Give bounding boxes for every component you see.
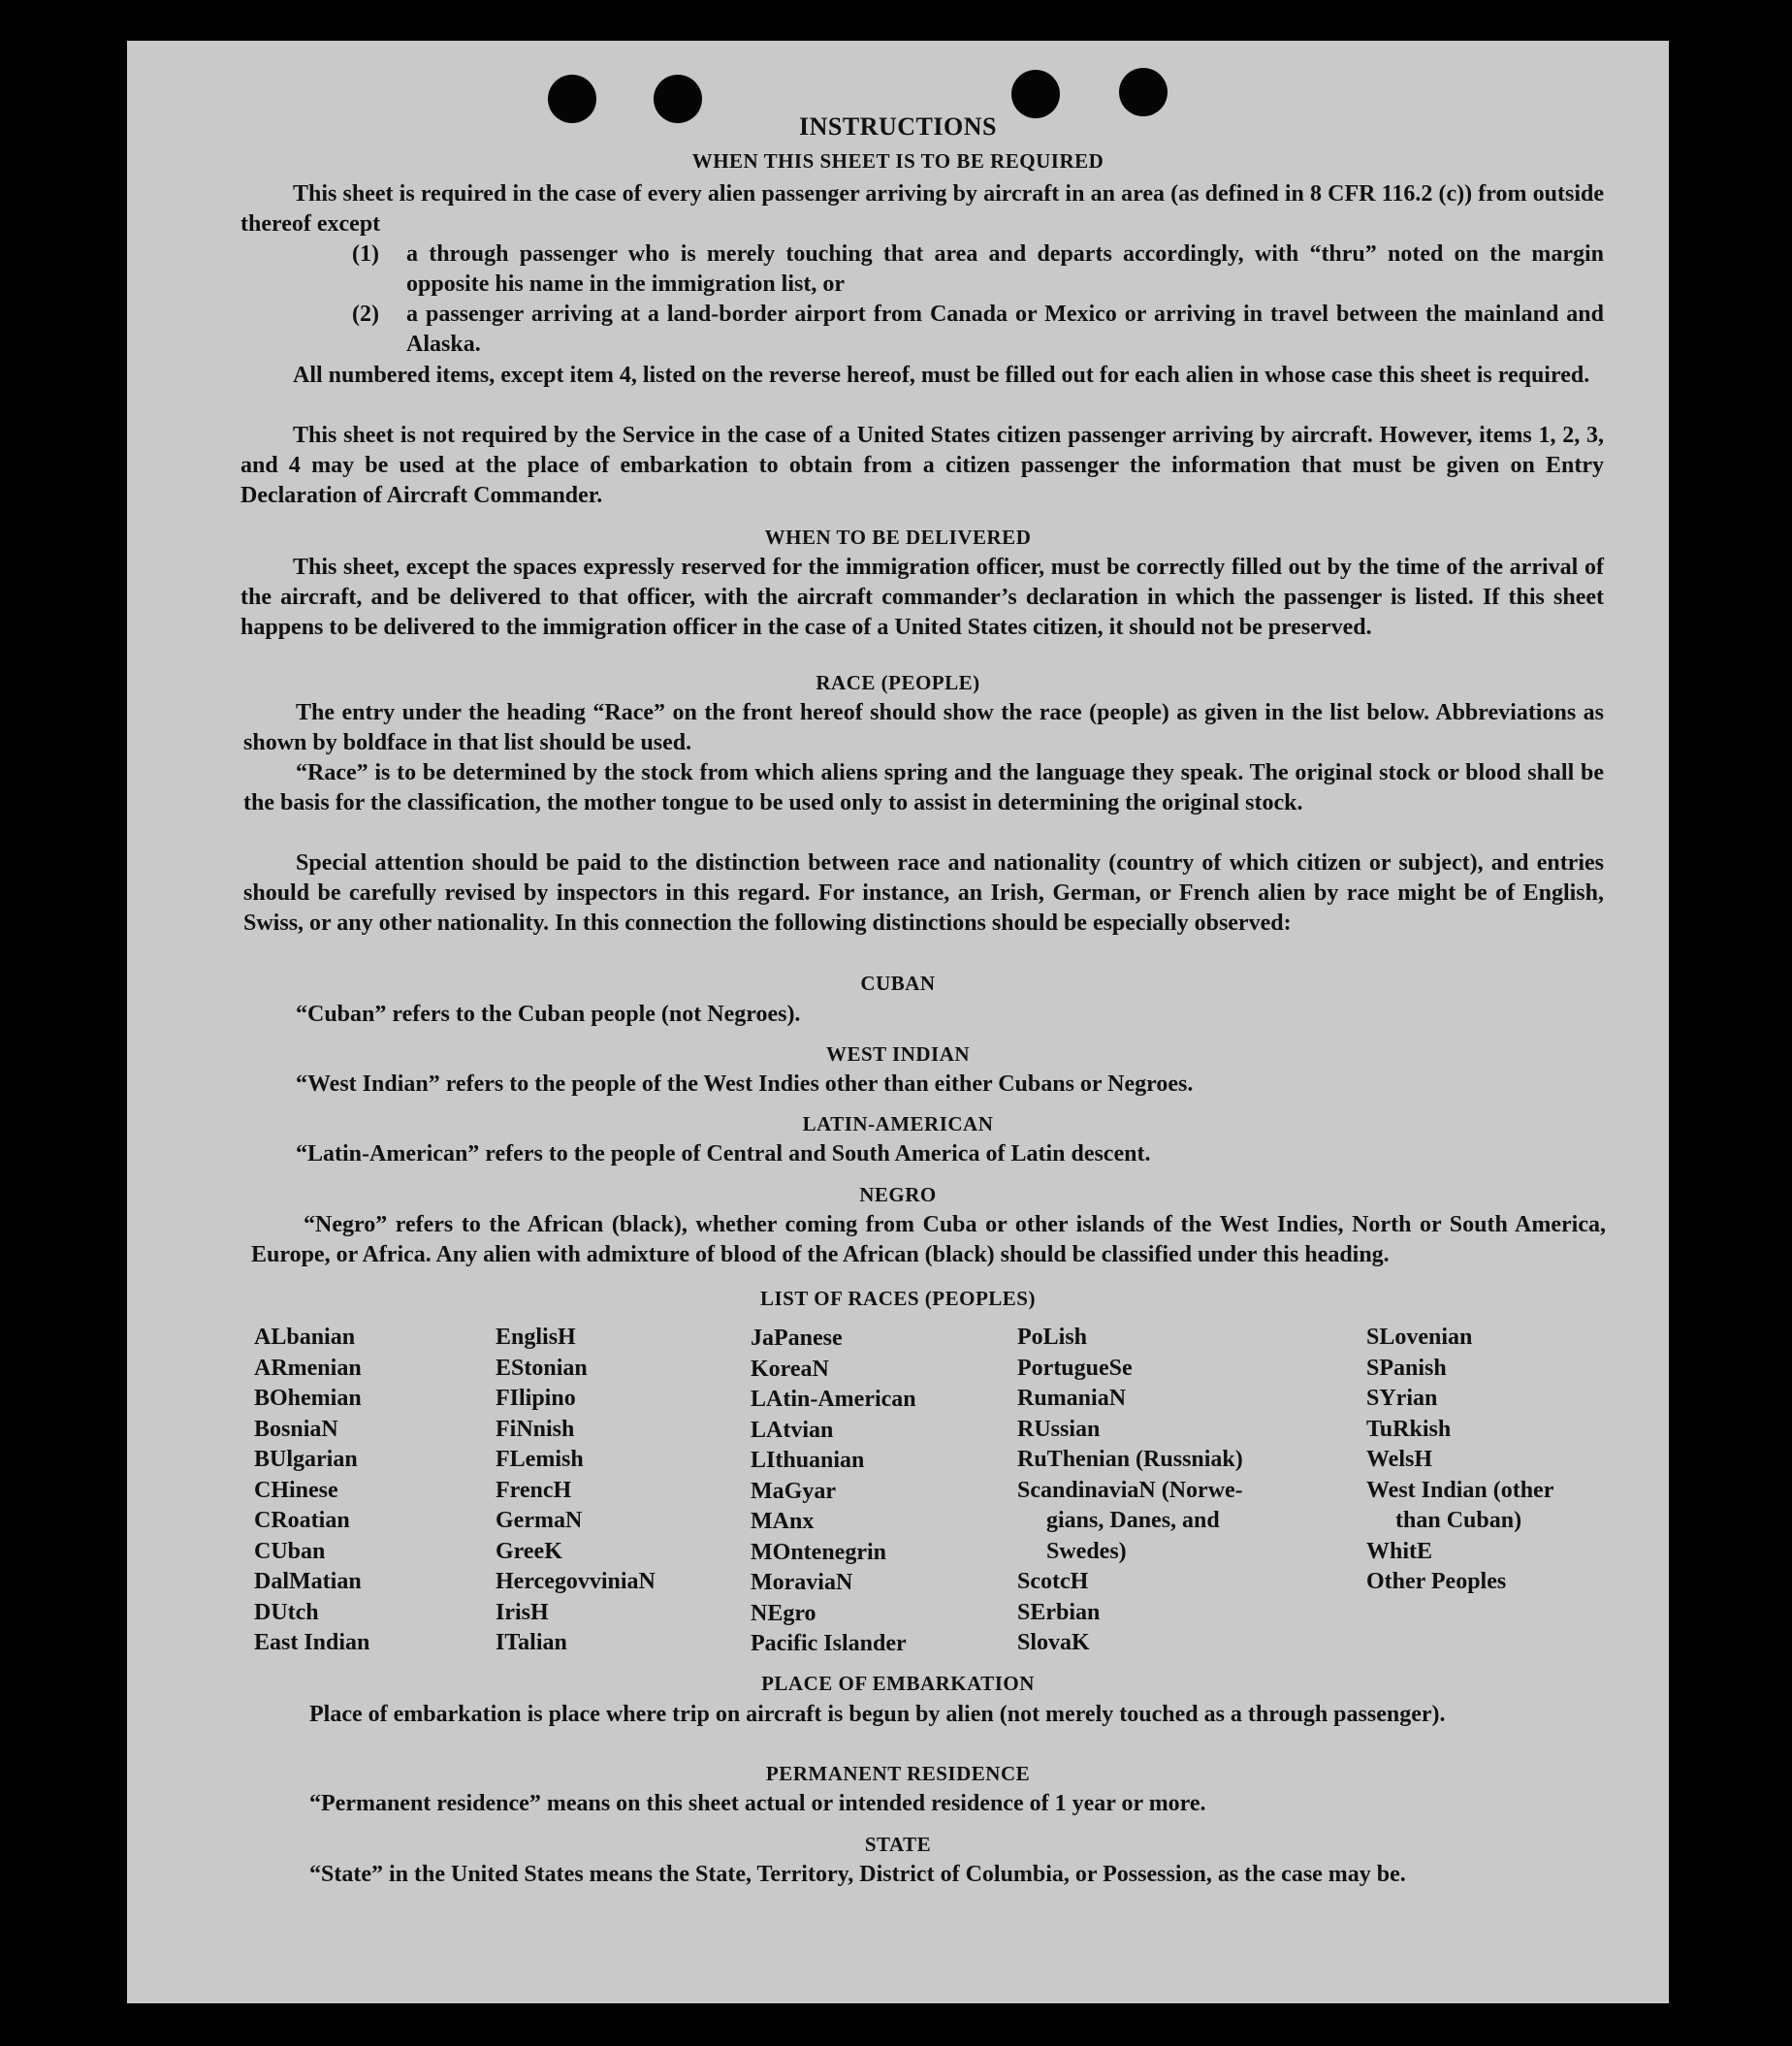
- race-entry: MoraviaN: [751, 1570, 853, 1595]
- race-entry: BOhemian: [254, 1386, 362, 1411]
- race-entry: RuThenian (Russniak): [1017, 1447, 1243, 1472]
- race-entry: ALbanian: [254, 1325, 356, 1350]
- heading-when-required: WHEN THIS SHEET IS TO BE REQUIRED: [691, 149, 1104, 173]
- punch-hole-3: [1011, 70, 1060, 118]
- race-entry: CRoatian: [254, 1508, 350, 1533]
- race-entry: RumaniaN: [1017, 1386, 1127, 1411]
- heading-permanent-residence: PERMANENT RESIDENCE: [765, 1762, 1031, 1785]
- race-entry: RUssian: [1017, 1416, 1101, 1442]
- document-sheet: [127, 41, 1669, 2003]
- heading-embarkation: PLACE OF EMBARKATION: [761, 1672, 1035, 1695]
- race-entry: EnglisH: [496, 1325, 576, 1350]
- required-paragraph-2: All numbered items, except item 4, listed on the reverse hereof, must be filled out for each alien in whose case this sheet is required.: [293, 363, 1590, 388]
- race-entry: FrencH: [496, 1477, 572, 1503]
- race-entry: LIthuanian: [751, 1448, 865, 1473]
- race-entry: Swedes): [1046, 1538, 1127, 1564]
- race-entry: Pacific Islander: [751, 1631, 907, 1656]
- race-entry: than Cuban): [1395, 1508, 1522, 1533]
- embarkation-paragraph: Place of embarkation is place where trip on aircraft is begun by alien (not merely touched as a through passenger).: [309, 1702, 1446, 1727]
- race-entry: FIlipino: [496, 1386, 576, 1411]
- races-column-1: [254, 1323, 369, 1659]
- race-entry: LAtvian: [751, 1417, 834, 1443]
- item-2-number: (2): [352, 302, 379, 327]
- race-entry: PoLish: [1017, 1325, 1088, 1350]
- races-column-5: [1366, 1323, 1553, 1598]
- race-entry: MOntenegrin: [751, 1539, 886, 1565]
- race-entry: gians, Danes, and: [1046, 1508, 1220, 1533]
- race-entry: SlovaK: [1017, 1630, 1090, 1655]
- heading-cuban: CUBAN: [860, 972, 936, 995]
- permanent-residence-paragraph: “Permanent residence” means on this sheet actual or intended residence of 1 year or more.: [309, 1791, 1206, 1816]
- race-entry: FiNnish: [496, 1416, 575, 1442]
- cuban-paragraph: “Cuban” refers to the Cuban people (not Negroes).: [296, 1002, 801, 1027]
- required-paragraph-1: [240, 179, 1604, 240]
- race-entry: BosniaN: [254, 1416, 338, 1442]
- heading-latin-american: LATIN-AMERICAN: [802, 1112, 994, 1135]
- race-entry: IrisH: [496, 1599, 549, 1625]
- delivered-paragraph: This sheet, except the spaces expressly reserved for the immigration officer, must be correctly filled out by the time of the arrival of the aircraft, and be delivered to that officer, with the aircraft commander’s declaration in which the passenger is listed. If this sheet happens to be delivered to the immigration officer in the case of a United States citizen, it should not be preserved.: [240, 555, 1604, 640]
- race-entry: DalMatian: [254, 1569, 362, 1594]
- race-entry: BUlgarian: [254, 1447, 358, 1472]
- item-2-text: a passenger arriving at a land-border airport from Canada or Mexico or arriving in travel between the mainland and Alaska.: [406, 302, 1604, 357]
- races-column-3: [751, 1324, 916, 1660]
- race-entry: SLovenian: [1366, 1325, 1473, 1350]
- race-entry: Other Peoples: [1366, 1569, 1507, 1594]
- race-entry: ITalian: [496, 1630, 567, 1655]
- heading-negro: NEGRO: [859, 1183, 937, 1206]
- race-entry: FLemish: [496, 1447, 584, 1472]
- race-entry: ScotcH: [1017, 1569, 1089, 1594]
- race-entry: ARmenian: [254, 1355, 362, 1381]
- race-entry: MaGyar: [751, 1478, 836, 1504]
- race-paragraph-2: “Race” is to be determined by the stock from which aliens spring and the language they speak. The original stock or blood shall be the basis for the classification, the mother tongue to be used only to assist in determining the original stock.: [243, 760, 1604, 815]
- race-entry: SPanish: [1366, 1355, 1447, 1381]
- required-paragraph-3: This sheet is not required by the Service in the case of a United States citizen passenger arriving by aircraft. However, items 1, 2, 3, and 4 may be used at the place of embarkation to obtain from a citizen passenger the information that must be given on Entry Declaration of Aircraft Commander.: [240, 423, 1604, 508]
- race-entry: GreeK: [496, 1538, 562, 1564]
- heading-race: RACE (PEOPLE): [816, 671, 980, 694]
- race-paragraph-1: The entry under the heading “Race” on the front hereof should show the race (people) as given in the list below. Abbreviations as shown by boldface in that list should be used.: [243, 700, 1604, 755]
- page-title: INSTRUCTIONS: [799, 112, 997, 141]
- race-entry: PortugueSe: [1017, 1355, 1133, 1381]
- item-1-number: (1): [352, 241, 379, 267]
- race-entry: EStonian: [496, 1355, 588, 1381]
- punch-hole-4: [1119, 68, 1168, 116]
- required-paragraph-1-text: This sheet is required in the case of every alien passenger arriving by aircraft in an area (as defined in 8 CFR 116.2 (c)) from outside thereof except: [240, 181, 1604, 237]
- race-entry: TuRkish: [1366, 1416, 1452, 1442]
- race-entry: CHinese: [254, 1477, 338, 1503]
- negro-paragraph: “Negro” refers to the African (black), whether coming from Cuba or other islands of the West Indies, North or South America, Europe, or Africa. Any alien with admixture of blood of the African (black) should be classified under this heading.: [251, 1212, 1606, 1267]
- race-paragraph-3: Special attention should be paid to the distinction between race and nationality (country of which citizen or subject), and entries should be carefully revised by inspectors in this regard. For instance, an Irish, German, or French alien by race might be of English, Swiss, or any other nationality. In this connection the following distinctions should be especially observed:: [243, 850, 1604, 936]
- state-paragraph: “State” in the United States means the State, Territory, District of Columbia, or Possession, as the case may be.: [309, 1862, 1406, 1887]
- race-entry: West Indian (other: [1366, 1477, 1554, 1503]
- heading-west-indian: WEST INDIAN: [825, 1042, 971, 1066]
- race-entry: WhitE: [1366, 1538, 1433, 1564]
- race-entry: East Indian: [254, 1630, 370, 1655]
- heading-when-delivered: WHEN TO BE DELIVERED: [764, 526, 1032, 549]
- race-entry: WelsH: [1366, 1447, 1433, 1472]
- race-entry: JaPanese: [751, 1326, 843, 1351]
- race-entry: LAtin-American: [751, 1387, 916, 1412]
- race-entry: NEgro: [751, 1600, 816, 1626]
- race-entry: DUtch: [254, 1599, 319, 1625]
- item-1-text: a through passenger who is merely touching that area and departs accordingly, with “thru” noted on the margin opposite his name in the immigration list, or: [406, 241, 1604, 297]
- west-indian-paragraph: “West Indian” refers to the people of the West Indies other than either Cubans or Negroes.: [296, 1071, 1194, 1097]
- heading-state: STATE: [864, 1833, 932, 1856]
- race-entry: SErbian: [1017, 1599, 1101, 1625]
- latin-american-paragraph: “Latin-American” refers to the people of Central and South America of Latin descent.: [296, 1141, 1151, 1167]
- race-entry: SYrian: [1366, 1386, 1438, 1411]
- races-column-2: [496, 1323, 656, 1659]
- race-entry: CUban: [254, 1538, 326, 1564]
- races-column-4: [1017, 1323, 1243, 1659]
- race-entry: HercegovviniaN: [496, 1569, 656, 1594]
- race-entry: ScandinaviaN (Norwe-: [1017, 1477, 1243, 1503]
- race-entry: GermaN: [496, 1508, 583, 1533]
- heading-list-of-races: LIST OF RACES (PEOPLES): [760, 1287, 1036, 1310]
- race-entry: KoreaN: [751, 1356, 829, 1382]
- race-entry: MAnx: [751, 1509, 815, 1534]
